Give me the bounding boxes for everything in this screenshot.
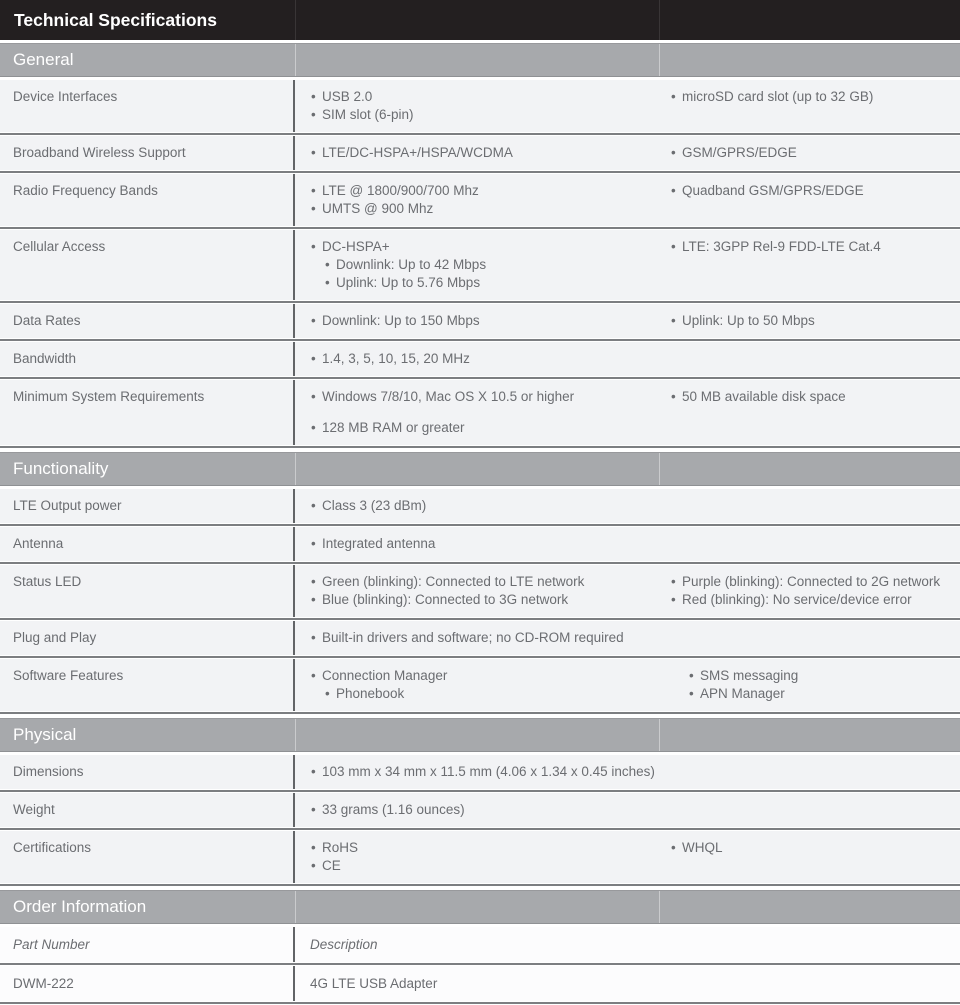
section-title: Functionality: [13, 459, 109, 478]
spec-item: • 33 grams (1.16 ounces): [310, 801, 658, 819]
row-label: Antenna: [0, 527, 295, 561]
section-title: General: [13, 50, 74, 69]
row-label: Software Features: [0, 659, 295, 711]
row-minimum-system-requirements: [0, 380, 960, 445]
part-number-header: Part Number: [0, 927, 295, 962]
row-divider: [0, 445, 960, 449]
row-label: Radio Frequency Bands: [0, 174, 295, 226]
row-order-product: [0, 966, 960, 1001]
spec-item: • LTE: 3GPP Rel-9 FDD-LTE Cat.4: [670, 238, 960, 256]
row-label: Certifications: [0, 831, 295, 883]
row-label: LTE Output power: [0, 489, 295, 523]
row-label: Broadband Wireless Support: [0, 136, 295, 170]
section-header-physical: [0, 718, 960, 752]
spec-item: • Uplink: Up to 50 Mbps: [670, 312, 960, 330]
description-value: 4G LTE USB Adapter: [310, 976, 438, 991]
spec-item: • 50 MB available disk space: [670, 388, 960, 406]
spec-item: • Class 3 (23 dBm): [310, 497, 658, 515]
spec-item: • APN Manager: [688, 685, 960, 703]
spec-item: • Downlink: Up to 150 Mbps: [310, 312, 658, 330]
spec-item: • Windows 7/8/10, Mac OS X 10.5 or higher: [310, 388, 658, 406]
spec-item: • RoHS: [310, 839, 658, 857]
spec-item: • Blue (blinking): Connected to 3G network: [310, 591, 658, 609]
row-certifications: [0, 831, 960, 883]
row-radio-frequency-bands: [0, 174, 960, 226]
spec-item: • Built-in drivers and software; no CD-ROM required: [310, 629, 658, 647]
row-divider: [0, 883, 960, 887]
part-number-value: DWM-222: [0, 966, 295, 1001]
spec-item: • LTE @ 1800/900/700 Mhz: [310, 182, 658, 200]
spec-item: • SIM slot (6-pin): [310, 106, 658, 124]
spec-item: • 128 MB RAM or greater: [310, 419, 658, 437]
section-header-general: [0, 43, 960, 77]
row-weight: [0, 793, 960, 827]
row-antenna: [0, 527, 960, 561]
row-data-rates: [0, 304, 960, 338]
row-label: Plug and Play: [0, 621, 295, 655]
spec-item: • WHQL: [670, 839, 960, 857]
spec-item: • Green (blinking): Connected to LTE network: [310, 573, 658, 591]
row-status-led: [0, 565, 960, 617]
row-label: Minimum System Requirements: [0, 380, 295, 445]
spec-subitem: • Phonebook: [324, 685, 658, 703]
row-label: Cellular Access: [0, 230, 295, 300]
spec-item: • DC-HSPA+: [310, 238, 658, 256]
spec-item: • 1.4, 3, 5, 10, 15, 20 MHz: [310, 350, 658, 368]
row-label: Weight: [0, 793, 295, 827]
spec-item: • GSM/GPRS/EDGE: [670, 144, 960, 162]
spec-item: • 103 mm x 34 mm x 11.5 mm (4.06 x 1.34 x 0.45 inches): [310, 763, 658, 781]
row-label: Status LED: [0, 565, 295, 617]
spec-item: • UMTS @ 900 Mhz: [310, 200, 658, 218]
row-device-interfaces: [0, 80, 960, 132]
spec-item: • Red (blinking): No service/device error: [670, 591, 960, 609]
page-title: Technical Specifications: [14, 10, 217, 30]
section-title: Physical: [13, 725, 77, 744]
spec-item: • Integrated antenna: [310, 535, 658, 553]
row-order-header: [0, 927, 960, 962]
spec-item: • LTE/DC-HSPA+/HSPA/WCDMA: [310, 144, 658, 162]
row-label: Bandwidth: [0, 342, 295, 376]
row-divider: [0, 711, 960, 715]
spec-subitem: • Downlink: Up to 42 Mbps: [324, 256, 658, 274]
row-label: Device Interfaces: [0, 80, 295, 132]
row-plug-and-play: [0, 621, 960, 655]
row-cellular-access: [0, 230, 960, 300]
spec-item: • microSD card slot (up to 32 GB): [670, 88, 960, 106]
spec-subitem: • Uplink: Up to 5.76 Mbps: [324, 274, 658, 292]
spec-item: • USB 2.0: [310, 88, 658, 106]
section-header-functionality: [0, 452, 960, 486]
section-header-order-information: [0, 890, 960, 924]
row-label: Dimensions: [0, 755, 295, 789]
spec-item: • Connection Manager: [310, 667, 658, 685]
spec-item: • CE: [310, 857, 658, 875]
description-header: Description: [310, 937, 378, 952]
title-bar: [0, 0, 960, 40]
spec-item: • SMS messaging: [688, 667, 960, 685]
row-bandwidth: [0, 342, 960, 376]
spec-item: • Quadband GSM/GPRS/EDGE: [670, 182, 960, 200]
row-divider: [0, 1001, 960, 1005]
row-label: Data Rates: [0, 304, 295, 338]
row-software-features: [0, 659, 960, 711]
section-title: Order Information: [13, 897, 147, 916]
row-dimensions: [0, 755, 960, 789]
row-broadband-wireless-support: [0, 136, 960, 170]
spec-item: • Purple (blinking): Connected to 2G network: [670, 573, 960, 591]
row-lte-output-power: [0, 489, 960, 523]
